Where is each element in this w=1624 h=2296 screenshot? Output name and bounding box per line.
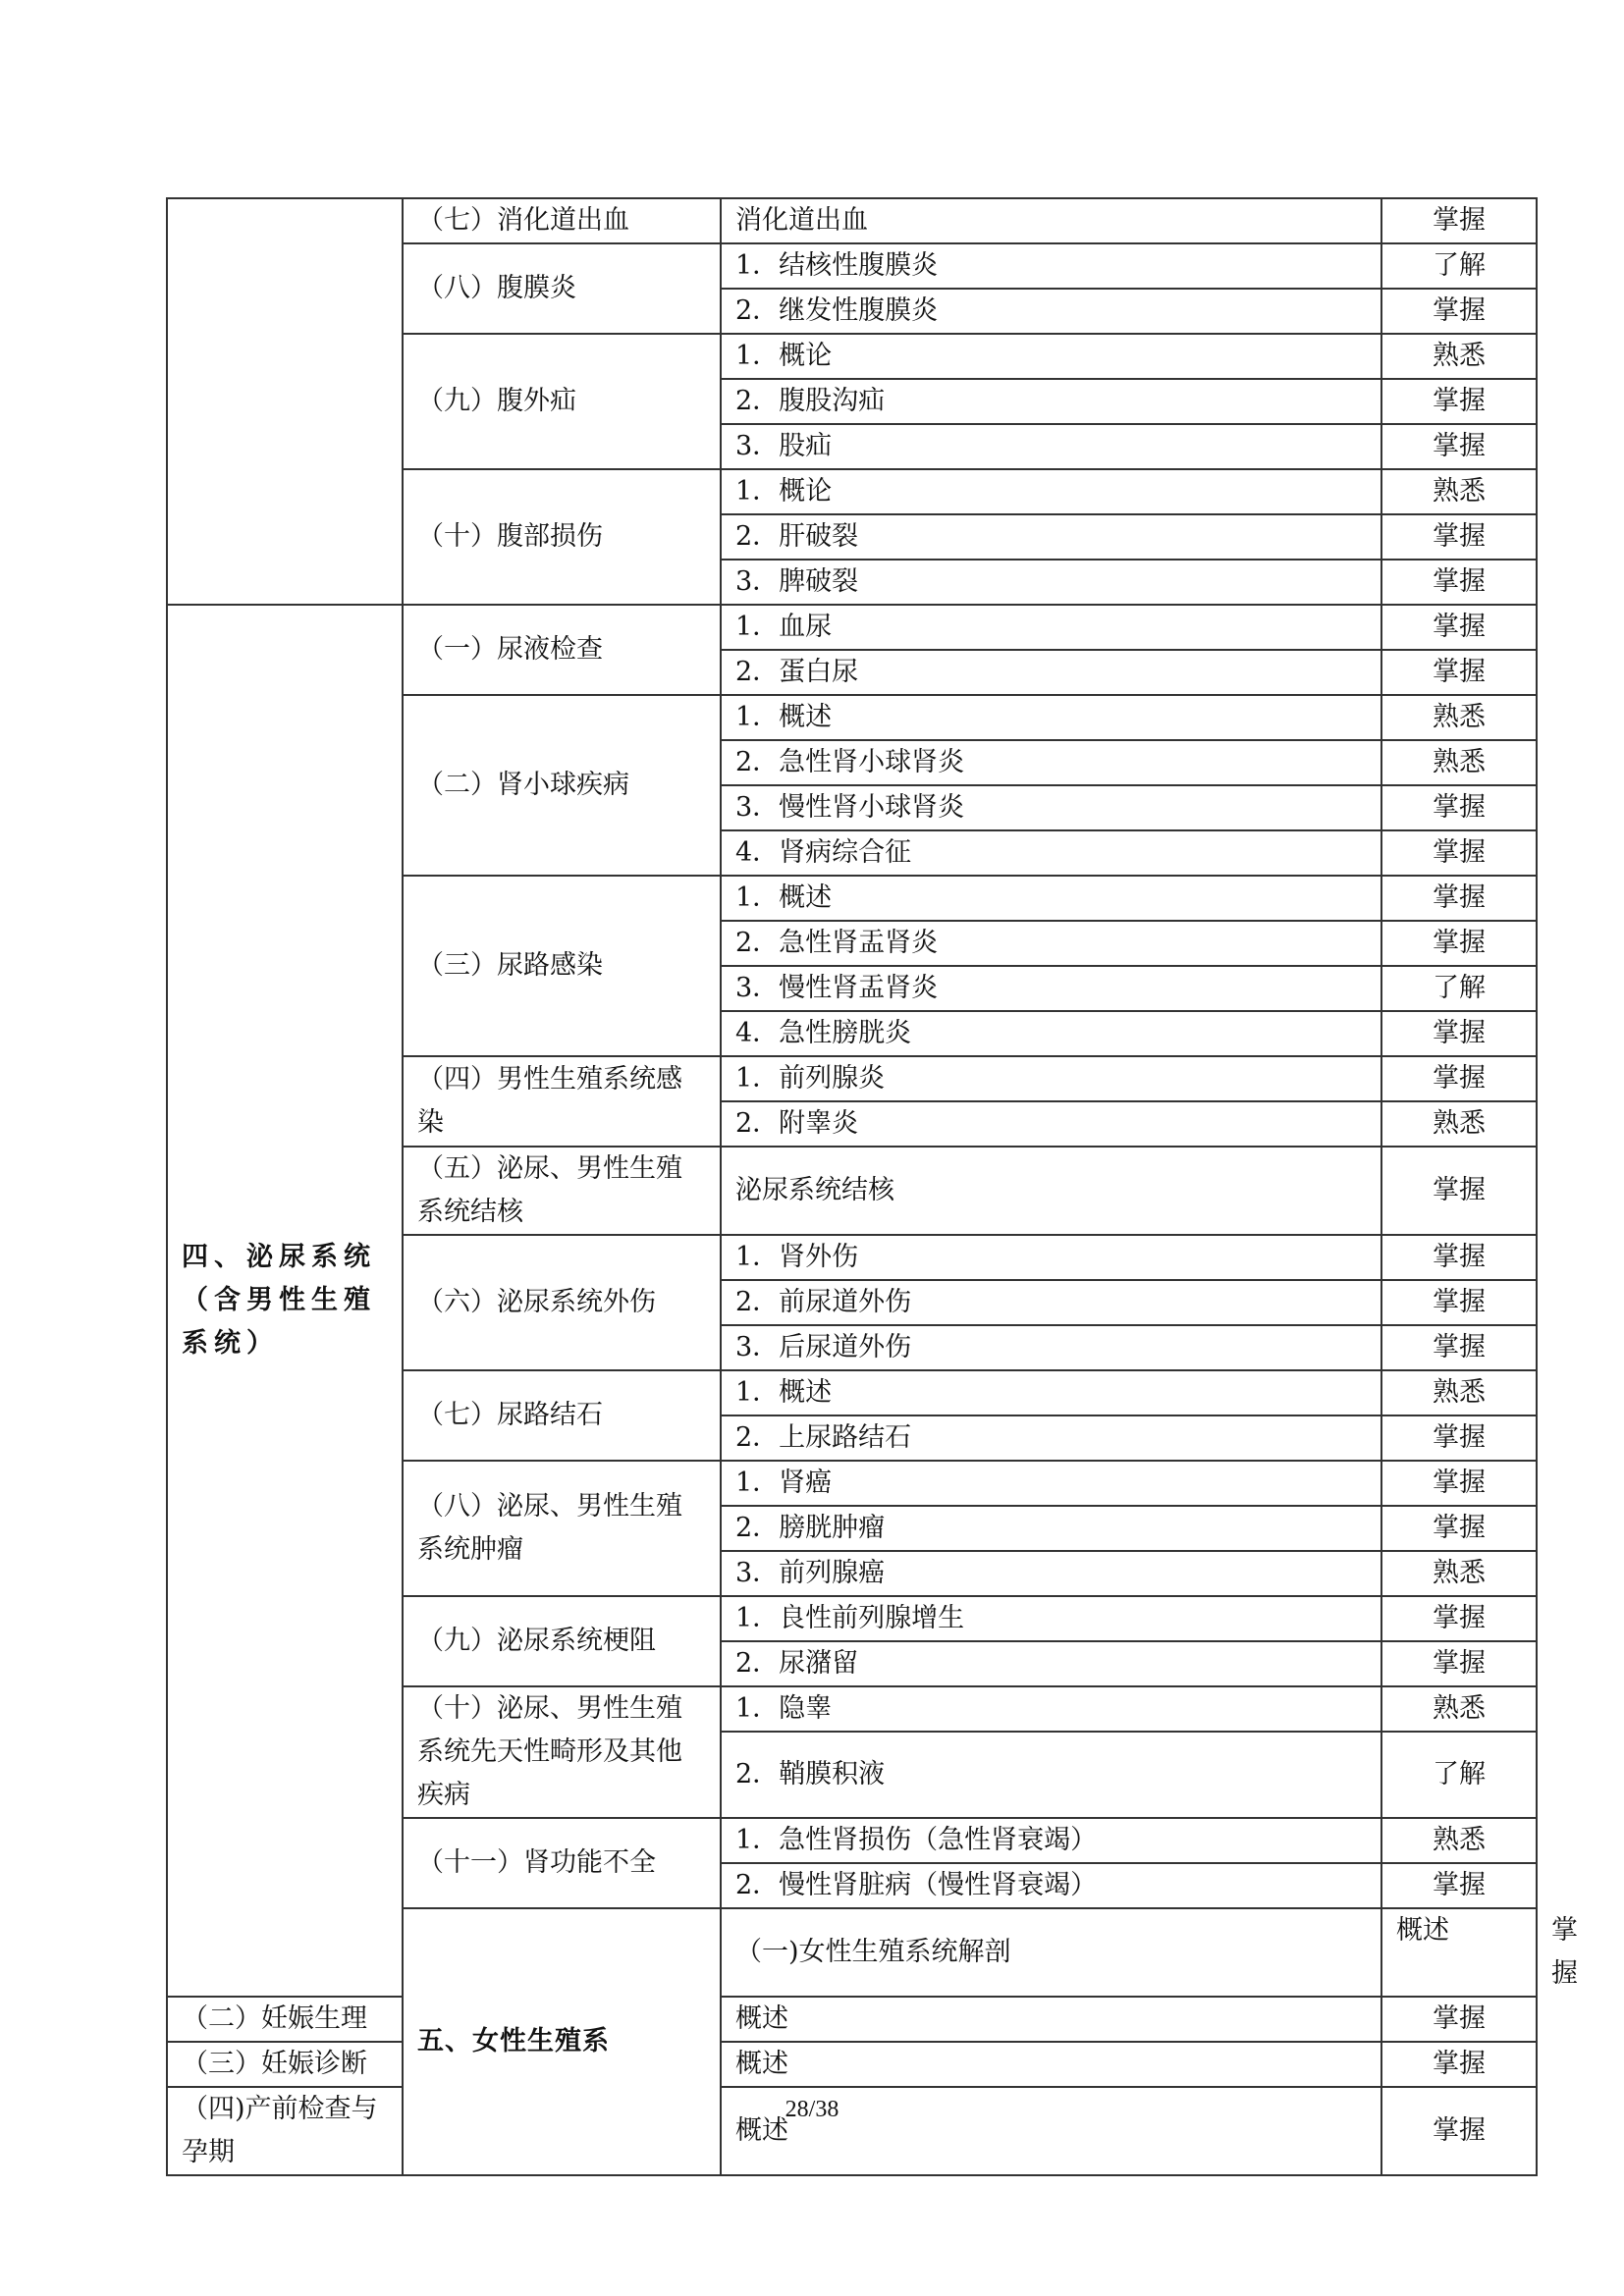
level-cell: 掌握 (1381, 289, 1537, 334)
level-cell: 掌握 (1381, 1056, 1537, 1101)
topic-cell: （三）尿路感染 (403, 876, 721, 1056)
item-cell: 2．腹股沟疝 (721, 379, 1381, 424)
topic-cell: （十一）肾功能不全 (403, 1818, 721, 1908)
level-cell: 掌握 (1381, 2042, 1537, 2087)
level-cell: 熟悉 (1381, 1686, 1537, 1732)
item-cell: 1．隐睾 (721, 1686, 1381, 1732)
item-cell: 1．前列腺炎 (721, 1056, 1381, 1101)
item-cell: 概述 (721, 2087, 1381, 2175)
topic-cell: （六）泌尿系统外伤 (403, 1235, 721, 1370)
level-cell: 掌握 (1381, 198, 1537, 243)
level-cell: 掌握 (1381, 2087, 1537, 2175)
level-cell: 掌握 (1381, 1641, 1537, 1686)
topic-cell: （八）泌尿、男性生殖系统肿瘤 (403, 1461, 721, 1596)
section-title-line: （含男性生殖 (182, 1285, 376, 1315)
item-cell: 3．后尿道外伤 (721, 1325, 1381, 1370)
section-title-line: 系统） (182, 1328, 279, 1359)
item-cell: 泌尿系统结核 (721, 1147, 1381, 1235)
item-cell: 2．附睾炎 (721, 1101, 1381, 1147)
table-row (167, 1997, 1537, 2042)
item-cell: 1．概论 (721, 334, 1381, 379)
item-cell: 2．急性肾盂肾炎 (721, 921, 1381, 966)
item-cell: 2．慢性肾脏病（慢性肾衰竭） (721, 1863, 1381, 1908)
item-cell: 1．肾外伤 (721, 1235, 1381, 1280)
topic-cell: （九）泌尿系统梗阻 (403, 1596, 721, 1686)
item-cell: 概述 (1381, 1908, 1537, 1997)
level-cell: 掌握 (1381, 650, 1537, 695)
item-cell: 1．急性肾损伤（急性肾衰竭） (721, 1818, 1381, 1863)
item-cell: 2．上尿路结石 (721, 1415, 1381, 1461)
section-title-female: 五、女性生殖系 (403, 1908, 721, 2175)
topic-cell: （七）尿路结石 (403, 1370, 721, 1461)
item-cell: 2．蛋白尿 (721, 650, 1381, 695)
level-cell: 掌握 (1381, 1997, 1537, 2042)
item-cell: 2．膀胱肿瘤 (721, 1506, 1381, 1551)
level-cell: 熟悉 (1381, 1818, 1537, 1863)
level-cell: 熟悉 (1381, 1101, 1537, 1147)
table-row (167, 605, 1537, 650)
level-cell: 掌握 (1381, 1235, 1537, 1280)
level-cell: 掌握 (1381, 1325, 1537, 1370)
level-cell: 了解 (1381, 243, 1537, 289)
level-cell: 熟悉 (1381, 740, 1537, 785)
topic-cell: （三）妊娠诊断 (167, 2042, 403, 2087)
level-cell: 掌握 (1381, 1506, 1537, 1551)
item-cell: 4．肾病综合征 (721, 830, 1381, 876)
item-cell: 1．概论 (721, 469, 1381, 514)
syllabus-table (166, 197, 1578, 2176)
level-cell: 熟悉 (1381, 469, 1537, 514)
level-cell: 掌握 (1381, 1461, 1537, 1506)
item-cell: 3．慢性肾盂肾炎 (721, 966, 1381, 1011)
table-row (167, 2042, 1537, 2087)
item-cell: 1．概述 (721, 1370, 1381, 1415)
level-cell: 掌握 (1381, 1147, 1537, 1235)
table-row (167, 198, 1537, 243)
item-cell: 2．继发性腹膜炎 (721, 289, 1381, 334)
level-cell: 掌握 (1381, 379, 1537, 424)
level-cell: 掌握 (1381, 1415, 1537, 1461)
level-cell: 熟悉 (1381, 1370, 1537, 1415)
level-cell: 了解 (1381, 1732, 1537, 1818)
level-cell: 掌握 (1381, 876, 1537, 921)
item-cell: 1．概述 (721, 876, 1381, 921)
level-cell: 掌握 (1381, 921, 1537, 966)
section-cell-empty (167, 198, 403, 605)
item-cell: 1．血尿 (721, 605, 1381, 650)
topic-cell: （十）腹部损伤 (403, 469, 721, 605)
topic-cell: （一)女性生殖系统解剖 (721, 1908, 1381, 1997)
table-row: 五、女性生殖系 （一)女性生殖系统解剖 概述 掌握 (167, 1908, 1537, 1997)
topic-cell: （四）男性生殖系统感染 (403, 1056, 721, 1147)
item-cell: 3．股疝 (721, 424, 1381, 469)
topic-cell: （二）妊娠生理 (167, 1997, 403, 2042)
level-cell: 熟悉 (1381, 1551, 1537, 1596)
level-cell: 掌握 (1381, 424, 1537, 469)
topic-cell: （一）尿液检查 (403, 605, 721, 695)
topic-cell: （八）腹膜炎 (403, 243, 721, 334)
item-cell: 3．脾破裂 (721, 560, 1381, 605)
topic-cell: （九）腹外疝 (403, 334, 721, 469)
level-cell: 熟悉 (1381, 695, 1537, 740)
item-cell: 消化道出血 (721, 198, 1381, 243)
item-cell: 2．急性肾小球肾炎 (721, 740, 1381, 785)
item-cell: 1．结核性腹膜炎 (721, 243, 1381, 289)
item-cell: 1．概述 (721, 695, 1381, 740)
item-cell: 4．急性膀胱炎 (721, 1011, 1381, 1056)
item-cell: 3．前列腺癌 (721, 1551, 1381, 1596)
topic-cell: （七）消化道出血 (403, 198, 721, 243)
level-cell: 掌握 (1381, 514, 1537, 560)
section-title-urinary (167, 605, 403, 1997)
level-cell: 掌握 (1381, 1863, 1537, 1908)
level-cell: 掌握 (1381, 830, 1537, 876)
level-cell: 了解 (1381, 966, 1537, 1011)
level-cell: 掌握 (1381, 1280, 1537, 1325)
topic-cell: （十）泌尿、男性生殖系统先天性畸形及其他疾病 (403, 1686, 721, 1818)
item-cell: 1．良性前列腺增生 (721, 1596, 1381, 1641)
item-cell: 2．尿潴留 (721, 1641, 1381, 1686)
item-cell: 3．慢性肾小球肾炎 (721, 785, 1381, 830)
topic-cell: （五）泌尿、男性生殖系统结核 (403, 1147, 721, 1235)
level-cell: 熟悉 (1381, 334, 1537, 379)
item-cell: 2．肝破裂 (721, 514, 1381, 560)
topic-cell: （二）肾小球疾病 (403, 695, 721, 876)
topic-cell: （四)产前检查与孕期 (167, 2087, 403, 2175)
page-number: 28/38 (785, 2097, 839, 2122)
section-title-line: 四、泌尿系统 (182, 1242, 376, 1272)
item-cell: 概述 (721, 2042, 1381, 2087)
level-cell: 掌握 (1381, 560, 1537, 605)
item-cell: 2．鞘膜积液 (721, 1732, 1381, 1818)
level-cell: 掌握 (1381, 1596, 1537, 1641)
item-cell: 概述 (721, 1997, 1381, 2042)
level-cell: 掌握 (1381, 1011, 1537, 1056)
item-cell: 2．前尿道外伤 (721, 1280, 1381, 1325)
item-cell: 1．肾癌 (721, 1461, 1381, 1506)
level-cell: 掌握 (1381, 785, 1537, 830)
level-cell: 掌握 (1381, 605, 1537, 650)
